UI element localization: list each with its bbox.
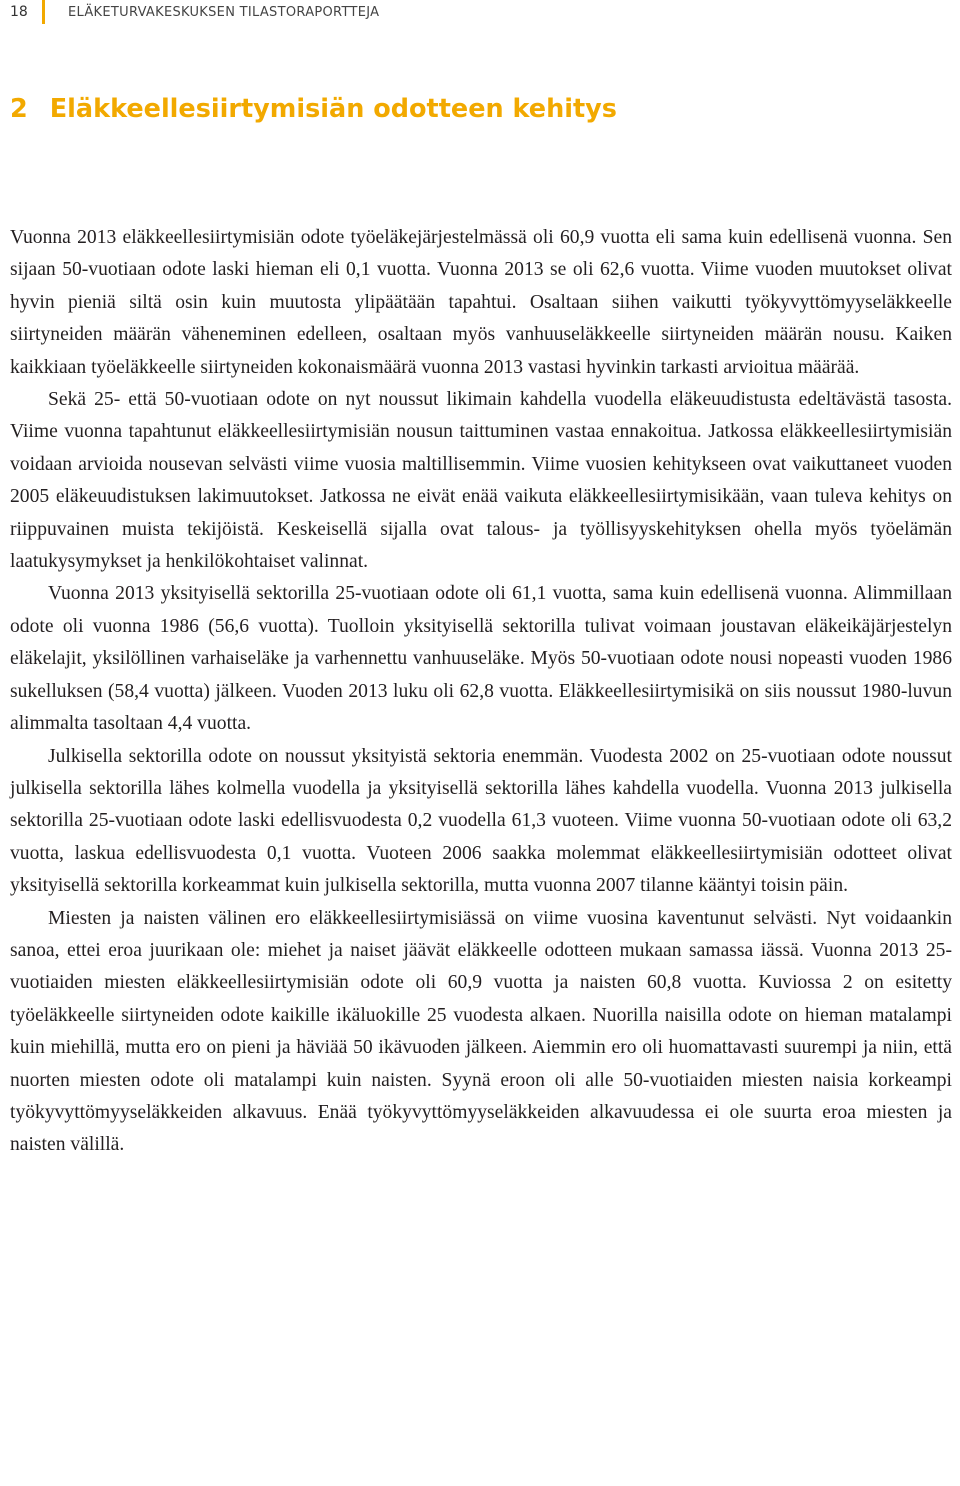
paragraph-4: Julkisella sektorilla odote on noussut yksityistä sektoria enemmän. Vuodesta 2002 on 25-vuotiaan odote noussut julkisella sektorilla lähes kolmella vuodella ja yksityisellä sektorilla lähes kahdella vuodella. Vuonna 2013 julkisella sektorilla 25-vuotiaan odote laski edellisvuodesta 0,2 vuodella 61,3 vuoteen. Viime vuonna 50-vuotiaan odote oli 63,2 vuotta, laskua edellisvuodesta 0,1 vuotta. Vuoteen 2006 saakka molemmat eläkkeellesiirtymisiän odotteet olivat yksityisellä sektorilla korkeammat kuin julkisella sektorilla, mutta vuonna 2007 tilanne kääntyi toisin päin. bbox=[10, 745, 952, 897]
paragraph-5: Miesten ja naisten välinen ero eläkkeellesiirtymisiässä on viime vuosina kaventunut selvästi. Nyt voidaankin sanoa, ettei eroa juurikaan ole: miehet ja naiset jäävät eläkkeelle odotteen mukaan samassa iässä. Vuonna 2013 25-vuotiaiden miesten eläkkeellesiirtymisiän odote oli 60,9 vuotta ja naisten 60,8 vuotta. Kuviossa 2 on esitetty työeläkkeelle siirtyneiden odote kaikille ikäluokille 25 vuodesta alkaen. Nuorilla naisilla odote on hieman matalampi kuin miehillä, mutta ero on pieni ja häviää 50 ikävuoden jälkeen. Aiemmin ero oli huomattavasti suurempi ja niin, että nuorten miesten odote oli matalampi kuin naisten. Syynä eroon oli alle 50-vuotiaiden miesten naisia korkeampi työkyvyttömyyseläkkeiden alkavuus. Enää työkyvyttömyyseläkkeiden alkavuudessa ei ole suurta eroa miesten ja naisten välillä. bbox=[10, 907, 952, 1156]
body-text bbox=[10, 222, 952, 1162]
paragraph-1: Vuonna 2013 eläkkeellesiirtymisiän odote työeläkejärjestelmässä oli 60,9 vuotta eli sama kuin edellisenä vuonna. Sen sijaan 50-vuotiaan odote laski hieman eli 0,1 vuotta. Vuonna 2013 se oli 62,6 vuotta. Viime vuoden muutokset olivat hyvin pieniä siltä osin kuin muutosta ylipäätään tapahtui. Osaltaan siihen vaikutti työkyvyttömyyseläkkeelle siirtyneiden määrän väheneminen edelleen, osaltaan myös vanhuuseläkkeelle siirtyneiden määrän nousu. Kaiken kaikkiaan työeläkkeelle siirtyneiden kokonaismäärä vuonna 2013 vastasi hyvinkin tarkasti arvioitua määrää. bbox=[10, 227, 952, 378]
running-head: ELÄKETURVAKESKUKSEN TILASTORAPORTTEJA bbox=[68, 4, 380, 20]
chapter-title: Eläkkeellesiirtymisiän odotteen kehitys bbox=[49, 94, 617, 124]
chapter-heading bbox=[10, 94, 617, 124]
page-header bbox=[0, 0, 960, 24]
header-divider bbox=[42, 0, 45, 24]
paragraph-3: Vuonna 2013 yksityisellä sektorilla 25-vuotiaan odote oli 61,1 vuotta, sama kuin edellisenä vuonna. Alimmillaan odote oli vuonna 1986 (56,6 vuotta). Tuolloin yksityisellä sektorilla tulivat voimaan joustavan eläkeikäjärjestelyn eläkelajit, yksilöllinen varhaiseläke ja varhennettu vanhuuseläke. Myös 50-vuotiaan odote nousi nopeasti vuoden 1986 sukelluksen (58,4 vuotta) jälkeen. Vuoden 2013 luku oli 62,8 vuotta. Eläkkeellesiirtymisikä on siis noussut 1980-luvun alimmalta tasoltaan 4,4 vuotta. bbox=[10, 583, 952, 735]
chapter-number: 2 bbox=[10, 94, 28, 124]
page-number: 18 bbox=[10, 4, 28, 20]
paragraph-2: Sekä 25- että 50-vuotiaan odote on nyt noussut likimain kahdella vuodella eläkeuudistusta edeltävästä tasosta. Viime vuonna tapahtunut eläkkeellesiirtymisiän nousun taittuminen vastaa ennakoitua. Jatkossa eläkkeellesiirtymisiän voidaan arvioida nousevan selvästi viime vuosia maltillisemmin. Viime vuosien kehitykseen ovat vaikuttaneet vuoden 2005 eläkeuudistuksen lakimuutokset. Jatkossa ne eivät enää vaikuta eläkkeellesiirtymisikään, vaan tuleva kehitys on riippuvainen muista tekijöistä. Keskeisellä sijalla ovat talous- ja työllisyyskehityksen ohella myös työelämän laatukysymykset ja henkilökohtaiset valinnat. bbox=[10, 389, 952, 573]
